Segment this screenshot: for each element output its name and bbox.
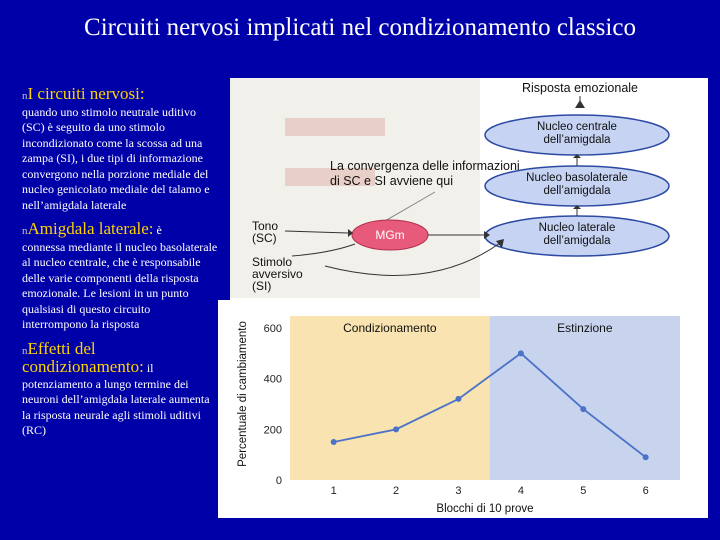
arrow-head-icon [575, 100, 585, 108]
svg-text:Nucleo lateraledell’amigdala: Nucleo laterale dell’amigdala [538, 222, 616, 247]
section-heading: Effetti del condizionamento: [22, 338, 144, 376]
figure-panel [230, 78, 708, 518]
nucleus-basolateral [485, 166, 669, 206]
section-body: connessa mediante il nucleo basolaterale al nucleo centrale, che è responsabile delle varie componenti della risposta emozionale. Le lesioni in un punto qualsiasi di questo circuito interrompono la risposta [22, 239, 218, 331]
y-tick-label: 400 [263, 373, 282, 386]
text-column [22, 86, 218, 447]
data-point [331, 439, 337, 445]
nucleus-lateral [485, 216, 669, 256]
section-body: quando uno stimolo neutrale uditivo (SC) è seguito da uno stimolo incondizionato come la scossa ad una zampa (SI), i due tipi di informazione convergono nella porzione mediale del nucleo genicolato mediale del talamo e nell’amigdala laterale [22, 104, 210, 212]
extinction-region [490, 316, 680, 480]
section-circuits [22, 86, 218, 213]
section-inline: il [146, 361, 154, 375]
y-tick-label: 0 [275, 475, 282, 487]
data-point [518, 350, 524, 356]
chart [237, 316, 680, 515]
y-axis-label: Percentuale di cambiamento [237, 321, 249, 467]
section-effects [22, 338, 218, 439]
bullet-icon: n [22, 90, 28, 102]
bullet-icon: n [22, 344, 28, 357]
x-tick-label: 6 [642, 485, 649, 497]
svg-text:Nucleo centraledell’amigdala: Nucleo centrale dell’amigdala [537, 121, 617, 146]
x-tick-label: 4 [517, 485, 524, 497]
data-point [580, 406, 586, 412]
section-heading: Amigdala laterale: [27, 219, 154, 238]
bullet-icon: n [22, 225, 28, 237]
data-point [455, 396, 461, 402]
data-point [643, 454, 649, 460]
data-point [393, 426, 399, 432]
section-body: potenziamento a lungo termine dei neuroni dell’amigdala laterale aumenta la risposta neurale agli stimoli uditivi (RC) [22, 376, 210, 437]
section-inline: è [156, 223, 162, 237]
page-title: Circuiti nervosi implicati nel condizionamento classico [84, 14, 636, 41]
section-amygdala [22, 221, 218, 333]
y-tick-label: 600 [263, 323, 282, 335]
mgm-nucleus [352, 220, 428, 250]
svg-text:Nucleo basolateraledell’amigda: Nucleo basolaterale dell’amigdala [526, 172, 628, 197]
y-tick-label: 200 [263, 424, 282, 437]
section-heading: I circuiti nervosi: [27, 84, 145, 103]
output-label: Risposta emozionale [521, 81, 639, 95]
faded-box [285, 118, 385, 136]
tone-label: Tono (SC) [252, 219, 279, 245]
region-label: Condizionamento [343, 321, 437, 335]
x-tick-label: 2 [393, 485, 400, 497]
x-tick-label: 5 [580, 485, 587, 497]
x-tick-label: 1 [330, 485, 337, 497]
x-tick-label: 3 [455, 485, 462, 497]
region-label: Estinzione [557, 321, 613, 335]
x-axis-label: Blocchi di 10 prove [436, 503, 534, 515]
svg-text:MGm: MGm [375, 228, 405, 242]
figure-edge [218, 300, 230, 518]
svg-text:La convergenza delle informazi: La convergenza delle informazioni di SC e SI avviene qui [330, 159, 520, 188]
figure-svg [230, 78, 708, 518]
nucleus-central [485, 115, 669, 155]
stimulus-label: Stimolo avversivo (SI) [252, 255, 303, 293]
